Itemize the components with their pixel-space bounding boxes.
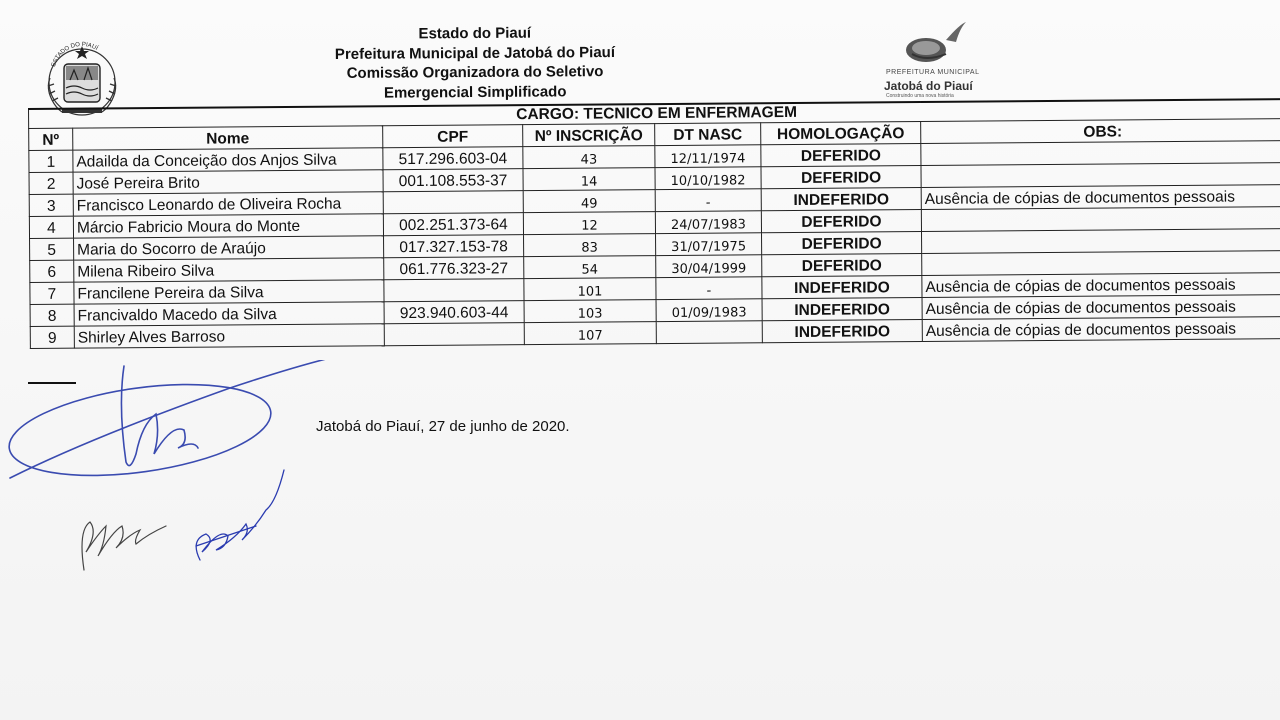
cell-num: 8 (30, 304, 74, 326)
cell-cpf: 061.776.323-27 (384, 257, 524, 280)
logo-subtitle: PREFEITURA MUNICIPAL (886, 69, 980, 76)
cell-homologacao: INDEFERIDO (762, 275, 922, 298)
cell-inscricao: 43 (523, 146, 655, 169)
signatures (0, 360, 330, 590)
cell-dt-nasc: 10/10/1982 (655, 167, 761, 190)
cell-homologacao: INDEFERIDO (762, 297, 922, 320)
cell-inscricao: 107 (524, 322, 656, 345)
cell-nome: Francivaldo Macedo da Silva (74, 302, 384, 326)
header-line-state: Estado do Piauí (418, 24, 532, 43)
cell-obs: Ausência de cópias de documentos pessoais (921, 185, 1280, 210)
cell-num: 4 (29, 216, 73, 238)
cell-dt-nasc: 01/09/1983 (656, 299, 762, 322)
cell-obs (922, 251, 1280, 276)
cell-cpf: 017.327.153-78 (384, 235, 524, 258)
cell-inscricao: 54 (524, 256, 656, 279)
cell-obs: Ausência de cópias de documentos pessoais (922, 295, 1280, 320)
cell-num: 9 (30, 326, 74, 348)
cell-homologacao: DEFERIDO (761, 143, 921, 166)
column-header-inscricao: Nº INSCRIÇÃO (523, 124, 655, 147)
header-line-seletivo: Emergencial Simplificado (383, 82, 567, 102)
logo-slogan: Construindo uma nova história (886, 93, 954, 99)
cell-homologacao: DEFERIDO (761, 209, 921, 232)
cell-nome: Francilene Pereira da Silva (74, 280, 384, 304)
cell-inscricao: 83 (524, 234, 656, 257)
cell-num: 3 (29, 194, 73, 216)
cell-homologacao: DEFERIDO (762, 253, 922, 276)
cell-nome: Maria do Socorro de Araújo (74, 236, 384, 260)
cell-num: 5 (30, 238, 74, 260)
cell-num: 2 (29, 172, 73, 194)
cell-num: 6 (30, 260, 74, 282)
cell-num: 1 (29, 150, 73, 172)
cell-cpf: 001.108.553-37 (383, 169, 523, 192)
header-line-comissao: Comissão Organizadora do Seletivo (346, 63, 604, 82)
column-header-obs: OBS: (921, 119, 1280, 144)
cell-cpf: 923.940.603-44 (384, 301, 524, 324)
cell-cpf: 002.251.373-64 (383, 213, 523, 236)
cell-obs: Ausência de cópias de documentos pessoais (922, 317, 1280, 342)
signature-3 (196, 470, 284, 560)
column-header-num: Nº (29, 128, 73, 150)
cell-inscricao: 14 (523, 168, 655, 191)
cell-inscricao: 103 (524, 300, 656, 323)
cell-cpf (384, 279, 524, 302)
cell-nome: Adailda da Conceição dos Anjos Silva (73, 148, 383, 172)
cell-homologacao: INDEFERIDO (761, 187, 921, 210)
cell-cpf (384, 323, 524, 346)
cell-dt-nasc (656, 321, 762, 344)
cell-cpf: 517.296.603-04 (383, 147, 523, 170)
signature-2 (82, 522, 166, 570)
cell-nome: Shirley Alves Barroso (74, 324, 384, 348)
cell-inscricao: 49 (523, 190, 655, 213)
column-header-nome: Nome (73, 126, 383, 150)
svg-text:ESTADO DO PIAUÍ: ESTADO DO PIAUÍ (51, 41, 99, 68)
cell-nome: Francisco Leonardo de Oliveira Rocha (73, 192, 383, 216)
cell-inscricao: 101 (524, 278, 656, 301)
cell-dt-nasc: 31/07/1975 (656, 233, 762, 256)
cell-dt-nasc: - (655, 189, 761, 212)
header-line-prefeitura: Prefeitura Municipal de Jatobá do Piauí (334, 43, 616, 63)
column-header-cpf: CPF (383, 125, 523, 148)
cell-homologacao: INDEFERIDO (762, 319, 922, 342)
cargo-title: CARGO: TECNICO EM ENFERMAGEM (29, 99, 1280, 128)
document-header (300, 23, 651, 103)
cell-homologacao: DEFERIDO (762, 231, 922, 254)
cell-dt-nasc: 30/04/1999 (656, 255, 762, 278)
logo-name: Jatobá do Piauí (884, 79, 973, 93)
cell-homologacao: DEFERIDO (761, 165, 921, 188)
signature-1 (3, 360, 330, 490)
cell-obs (921, 163, 1280, 188)
column-header-dt-nasc: DT NASC (655, 123, 761, 146)
place-date: Jatobá do Piauí, 27 de junho de 2020. (316, 418, 570, 435)
cell-cpf (383, 191, 523, 214)
cell-nome: José Pereira Brito (73, 170, 383, 194)
cell-nome: Márcio Fabricio Moura do Monte (73, 214, 383, 238)
cell-nome: Milena Ribeiro Silva (74, 258, 384, 282)
cell-num: 7 (30, 282, 74, 304)
column-header-homologacao: HOMOLOGAÇÃO (761, 121, 921, 144)
cell-dt-nasc: - (656, 277, 762, 300)
cell-obs (921, 207, 1280, 232)
results-table-container (28, 98, 1280, 349)
cell-obs (921, 229, 1280, 254)
cell-inscricao: 12 (523, 212, 655, 235)
cell-obs: Ausência de cópias de documentos pessoais (922, 273, 1280, 298)
cell-dt-nasc: 24/07/1983 (655, 211, 761, 234)
cell-dt-nasc: 12/11/1974 (655, 145, 761, 168)
results-table (28, 98, 1280, 349)
cell-obs (921, 141, 1280, 166)
